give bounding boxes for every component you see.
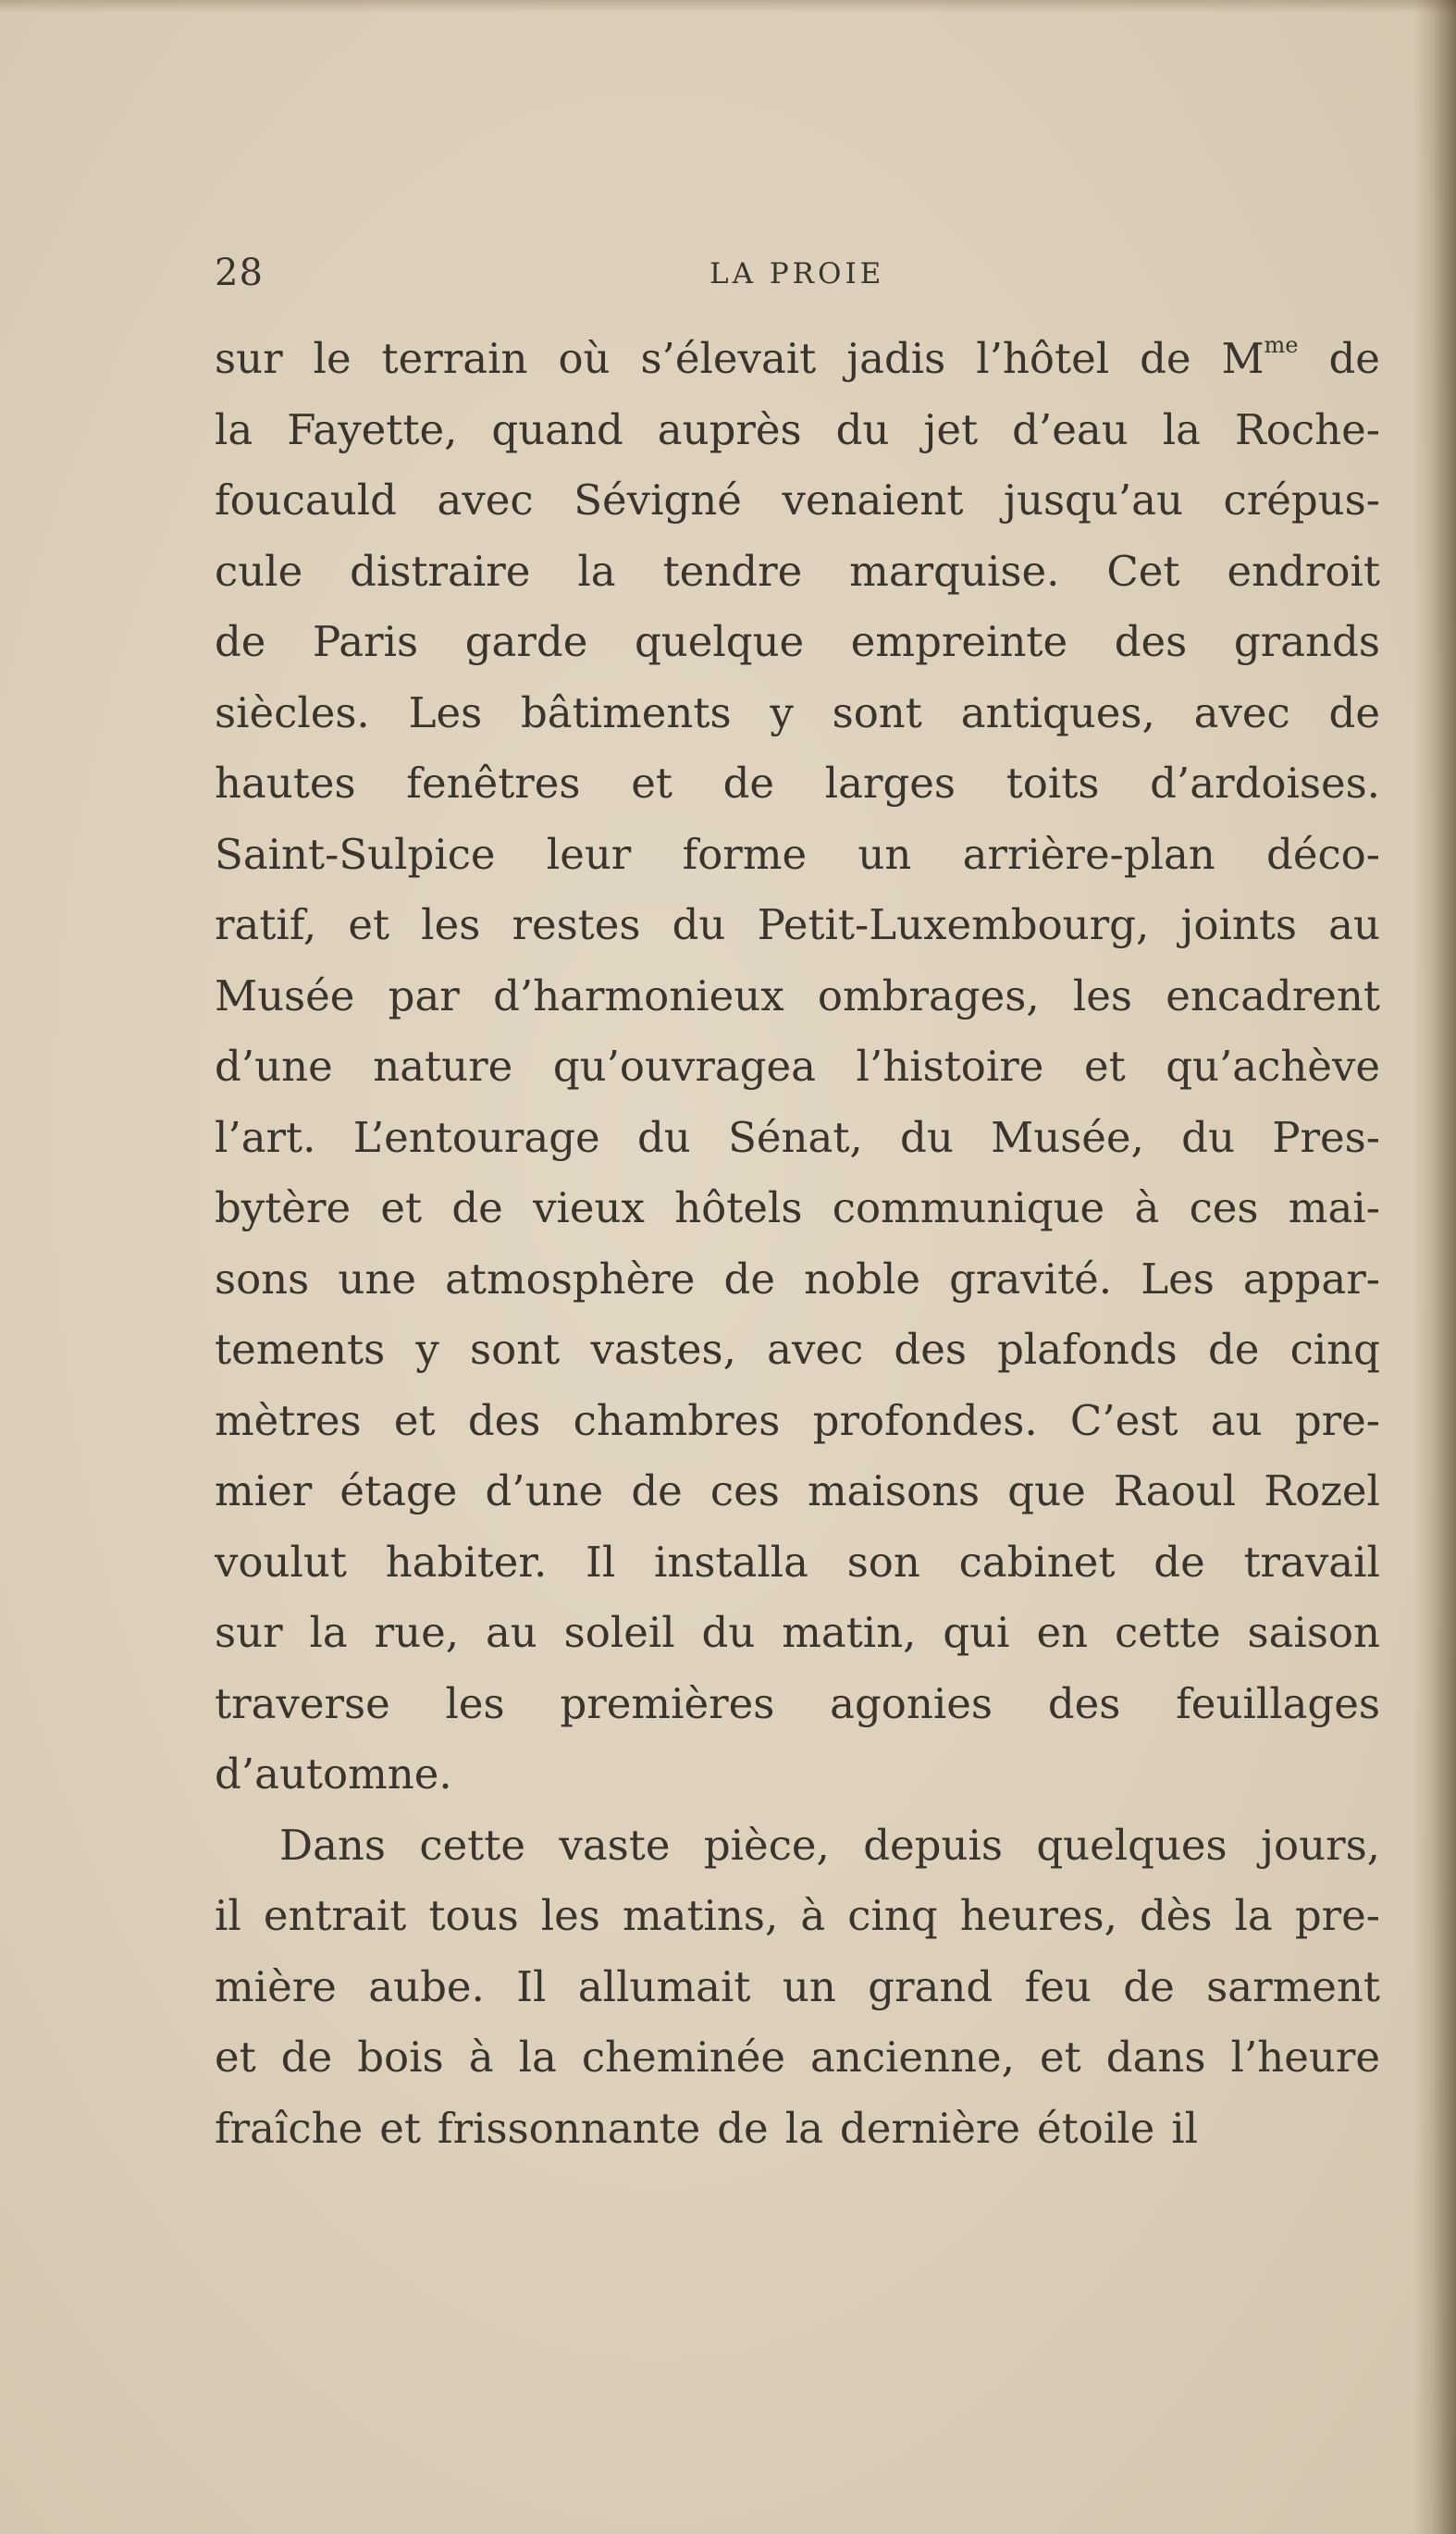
word: cinq: [1289, 1325, 1380, 1374]
text-line: [215, 748, 1380, 820]
word: Petit-Luxembourg,: [757, 900, 1150, 949]
word: endroit: [1227, 546, 1380, 596]
word: mier: [215, 1466, 313, 1515]
word: Dans: [279, 1820, 386, 1870]
word: hautes: [215, 759, 356, 808]
word: voulut: [215, 1537, 347, 1587]
word: la: [1234, 1891, 1273, 1940]
word: du: [835, 404, 890, 454]
word: étage: [339, 1466, 458, 1515]
text-line: [215, 607, 1380, 678]
word: du: [900, 1112, 954, 1162]
text-line: [215, 1669, 1380, 1740]
word: Les: [408, 687, 483, 737]
word: et: [1040, 2033, 1081, 2082]
word: fraîche: [215, 2103, 364, 2153]
word: une: [338, 1254, 416, 1304]
word: Saint-Sulpice: [215, 829, 496, 879]
word: de: [1140, 334, 1191, 383]
word: heures,: [959, 1891, 1117, 1940]
word: les: [445, 1678, 505, 1728]
word: de: [1154, 1537, 1205, 1587]
word: du: [1181, 1112, 1235, 1162]
word: sont: [470, 1325, 561, 1374]
text-line: [215, 1456, 1380, 1527]
word: d’ardoises.: [1150, 759, 1380, 808]
word: fenêtres: [406, 759, 581, 808]
word: tements: [215, 1325, 386, 1374]
text-line: [215, 1032, 1380, 1103]
text-line: [215, 1386, 1380, 1457]
word: dans: [1105, 2033, 1206, 2082]
word: atmosphère: [445, 1254, 696, 1304]
word: cette: [1114, 1608, 1221, 1657]
word: bois: [357, 2033, 444, 2082]
word: jusqu’au: [1004, 476, 1183, 525]
word: agonies: [830, 1678, 993, 1728]
text-line: [215, 1811, 1380, 1882]
word: les: [540, 1891, 600, 1940]
word: au: [1328, 900, 1380, 949]
word: leur: [546, 829, 632, 879]
word: de: [1123, 1961, 1175, 2011]
word: de: [723, 1254, 775, 1304]
word: forme: [682, 829, 808, 879]
word: Cet: [1106, 546, 1180, 596]
word: sur: [215, 334, 283, 383]
word: Sévigné: [574, 476, 742, 525]
text-line: [215, 1244, 1380, 1316]
word: de: [1328, 334, 1380, 383]
word: du: [672, 900, 726, 949]
word: du: [701, 1608, 756, 1657]
word: qu’ouvragea: [552, 1042, 817, 1091]
word: et: [215, 2033, 256, 2082]
word: plafonds: [997, 1325, 1178, 1374]
word: l’heure: [1230, 2033, 1380, 2082]
word: soleil: [563, 1608, 675, 1657]
word: en: [1036, 1608, 1089, 1657]
word: tendre: [662, 546, 803, 596]
word: l’art.: [215, 1112, 316, 1162]
word: le: [313, 334, 352, 383]
word: pre-: [1294, 1891, 1380, 1940]
word: de: [722, 759, 775, 808]
word: il: [1171, 2103, 1199, 2153]
word: l’hôtel: [976, 334, 1110, 383]
word: la: [215, 404, 253, 454]
page-number: 28: [215, 252, 264, 294]
word: quand: [491, 404, 623, 454]
word: cabinet: [958, 1537, 1116, 1587]
word: feuillages: [1176, 1678, 1380, 1728]
word: que: [1007, 1466, 1086, 1515]
word: par: [388, 970, 460, 1020]
word: antiques,: [960, 687, 1155, 737]
word: ombrages,: [817, 970, 1040, 1020]
word: auprès: [657, 404, 802, 454]
text-line: [215, 324, 1380, 395]
word: pre-: [1294, 1395, 1380, 1445]
word: il: [215, 1891, 241, 1940]
text-line: [215, 1315, 1380, 1386]
word: Paris: [313, 617, 419, 666]
text-line: [215, 1103, 1380, 1174]
word: restes: [512, 900, 641, 949]
word: un: [782, 1961, 836, 2011]
word: étoile: [1037, 2103, 1155, 2153]
word: tous: [428, 1891, 519, 1940]
word: sons: [215, 1254, 310, 1304]
word: avec: [767, 1325, 864, 1374]
word: quelque: [634, 617, 805, 666]
word: y: [770, 687, 794, 737]
word: venaient: [782, 476, 964, 525]
word: la: [518, 2033, 557, 2082]
word: ces: [1189, 1183, 1259, 1232]
word: premières: [560, 1678, 775, 1728]
text-line: [215, 1598, 1380, 1669]
word: Les: [1141, 1254, 1215, 1304]
word: sur: [215, 1608, 283, 1657]
word: vieux: [533, 1183, 645, 1232]
word: jadis: [846, 334, 946, 383]
text-line: [215, 678, 1380, 749]
word: la: [1162, 404, 1201, 454]
word: Musée,: [991, 1112, 1144, 1162]
text-line: [215, 890, 1380, 961]
word: dès: [1139, 1891, 1213, 1940]
word: crépus-: [1223, 476, 1380, 525]
word: la: [309, 1608, 348, 1657]
word: d’une: [215, 1042, 333, 1091]
superscript: me: [1264, 332, 1299, 358]
word: de: [1207, 1325, 1260, 1374]
word: et: [380, 1183, 423, 1232]
word: grands: [1233, 617, 1380, 666]
word: et: [631, 759, 672, 808]
word: ces: [709, 1466, 780, 1515]
text-line: [215, 820, 1380, 891]
word: vastes,: [590, 1325, 736, 1374]
word: entrait: [263, 1891, 407, 1940]
text-line: [215, 1527, 1380, 1599]
word: qu’achève: [1166, 1042, 1380, 1091]
word: d’automne.: [215, 1749, 452, 1799]
word: habiter.: [385, 1537, 548, 1587]
word: au: [1210, 1395, 1263, 1445]
word: gravité.: [949, 1254, 1113, 1304]
word: du: [636, 1112, 691, 1162]
word: mai-: [1288, 1183, 1380, 1232]
word: hôtels: [674, 1183, 803, 1232]
word: aube.: [368, 1961, 485, 2011]
word: profondes.: [812, 1395, 1038, 1445]
word: la: [577, 546, 616, 596]
word: d’harmonieux: [493, 970, 784, 1020]
word: cule: [215, 546, 303, 596]
word: dernière: [839, 2103, 1021, 2153]
word: terrain: [381, 334, 528, 383]
word: saison: [1247, 1608, 1380, 1657]
text-line: [215, 2022, 1380, 2094]
running-title: LA PROIE: [709, 257, 885, 290]
word: à: [1134, 1183, 1160, 1232]
word: de: [631, 1466, 683, 1515]
word: la: [784, 2103, 823, 2153]
text-line: [215, 1739, 1380, 1811]
word: larges: [824, 759, 956, 808]
word: jet: [923, 404, 979, 454]
word: des: [894, 1325, 967, 1374]
word: à: [468, 2033, 494, 2082]
word: de: [215, 617, 266, 666]
word: foucauld: [215, 476, 397, 525]
page-top-shadow: [0, 0, 1456, 13]
page-edge-shadow: [1413, 0, 1456, 2534]
word: frissonnante: [437, 2103, 701, 2153]
word: mètres: [215, 1395, 362, 1445]
text-line: [215, 1952, 1380, 2023]
word: $M^{me}$: [1221, 332, 1299, 383]
word: avec: [1193, 687, 1290, 737]
word: où: [558, 334, 611, 383]
word: appar-: [1242, 1254, 1380, 1304]
word: de: [280, 2033, 333, 2082]
word: rue,: [374, 1608, 460, 1657]
word: Musée: [215, 970, 355, 1020]
word: Il: [586, 1537, 616, 1587]
word: C’est: [1069, 1395, 1178, 1445]
text-line: [215, 2094, 1380, 2165]
word: et: [393, 1395, 436, 1445]
word: avec: [437, 476, 534, 525]
word: des: [467, 1395, 541, 1445]
word: toits: [1006, 759, 1100, 808]
word: matin,: [782, 1608, 917, 1657]
word: y: [415, 1325, 439, 1374]
text-line: [215, 961, 1380, 1032]
word: et: [1083, 1042, 1126, 1091]
word: son: [846, 1537, 920, 1587]
word: bytère: [215, 1183, 352, 1232]
word: encadrent: [1166, 970, 1380, 1020]
word: L’entourage: [352, 1112, 600, 1162]
word: à: [800, 1891, 826, 1940]
word: d’une: [485, 1466, 604, 1515]
word: Fayette,: [287, 404, 458, 454]
word: sont: [832, 687, 922, 737]
word: Il: [516, 1961, 547, 2011]
word: garde: [464, 617, 588, 666]
word: d’eau: [1012, 404, 1129, 454]
word: feu: [1024, 1961, 1092, 2011]
word: bâtiments: [520, 687, 732, 737]
word: Raoul: [1113, 1466, 1237, 1515]
word: traverse: [215, 1678, 390, 1728]
text-line: [215, 1881, 1380, 1952]
word: qui: [943, 1608, 1010, 1657]
word: un: [858, 829, 912, 879]
word: ratif,: [215, 900, 317, 949]
word: installa: [653, 1537, 808, 1587]
text-line: [215, 537, 1380, 608]
word: nature: [373, 1042, 513, 1091]
word: jours,: [1261, 1820, 1380, 1870]
word: siècles.: [215, 687, 370, 737]
word: Rozel: [1264, 1466, 1380, 1515]
word: sarment: [1206, 1961, 1380, 2011]
word: joints: [1180, 900, 1298, 949]
word: travail: [1243, 1537, 1380, 1587]
word: pièce,: [703, 1820, 830, 1870]
page-header: [215, 252, 1380, 298]
word: matins,: [622, 1891, 779, 1940]
word: des: [1047, 1678, 1121, 1728]
word: Roche-: [1234, 404, 1380, 454]
word: Sénat,: [728, 1112, 863, 1162]
text-line: [215, 465, 1380, 537]
word: les: [421, 900, 481, 949]
word: quelques: [1036, 1820, 1228, 1870]
word: distraire: [350, 546, 531, 596]
word: mière: [215, 1961, 337, 2011]
word: les: [1072, 970, 1133, 1020]
text-line: [215, 1173, 1380, 1244]
body-text: [215, 324, 1380, 2164]
word: de: [717, 2103, 769, 2153]
word: ancienne,: [810, 2033, 1015, 2082]
word: de: [451, 1183, 503, 1232]
word: et: [348, 900, 390, 949]
word: chambres: [573, 1395, 781, 1445]
word: vaste: [559, 1820, 671, 1870]
word: et: [379, 2103, 421, 2153]
word: Pres-: [1272, 1112, 1380, 1162]
word: cinq: [847, 1891, 938, 1940]
word: depuis: [863, 1820, 1003, 1870]
word: déco-: [1266, 829, 1380, 879]
word: maisons: [808, 1466, 981, 1515]
word: allumait: [577, 1961, 751, 2011]
word: au: [485, 1608, 537, 1657]
word: empreinte: [850, 617, 1068, 666]
word: marquise.: [849, 546, 1060, 596]
word: communique: [832, 1183, 1105, 1232]
word: arrière-plan: [962, 829, 1215, 879]
word: de: [1328, 687, 1380, 737]
word: l’histoire: [856, 1042, 1044, 1091]
word: des: [1114, 617, 1188, 666]
text-line: [215, 395, 1380, 466]
word: noble: [804, 1254, 920, 1304]
word: grand: [868, 1961, 993, 2011]
word: s’élevait: [640, 334, 817, 383]
word: cette: [419, 1820, 526, 1870]
word: cheminée: [581, 2033, 785, 2082]
